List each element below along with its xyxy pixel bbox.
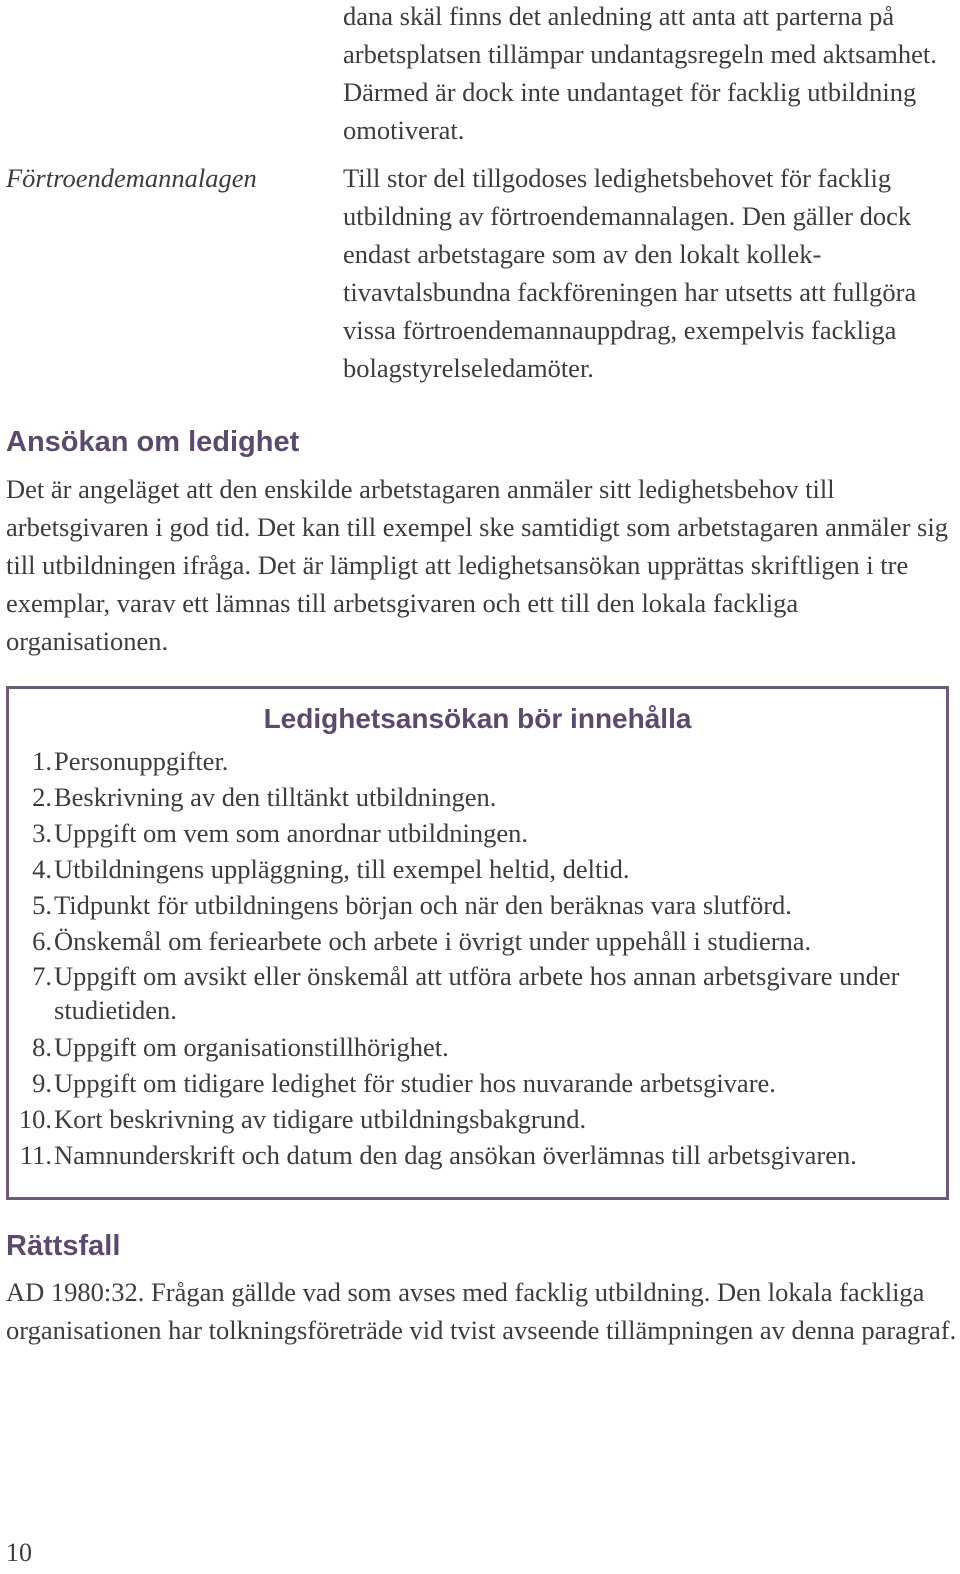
requirements-box-title: Ledighetsansökan bör innehålla	[263, 703, 692, 734]
list-item	[13, 887, 943, 923]
list-item-text: Beskrivning av den tilltänkt utbildningen.	[54, 782, 497, 812]
list-item-number: 10.	[18, 1104, 52, 1134]
section-heading-rattsfall: Rättsfall	[6, 1230, 121, 1262]
list-item-text: Uppgift om tidigare ledighet för studier hos nuvarande arbetsgivare.	[54, 1068, 776, 1098]
list-item	[13, 959, 943, 1029]
list-item	[13, 851, 943, 887]
list-item	[13, 743, 943, 779]
page-number: 10	[6, 1538, 32, 1567]
requirements-box	[6, 686, 949, 1200]
list-item-number: 8.	[32, 1032, 52, 1062]
list-item-text: Önskemål om feriearbete och arbete i övrigt under uppehåll i studierna.	[54, 926, 812, 956]
list-item	[13, 1029, 943, 1065]
list-item-number: 11.	[19, 1140, 52, 1170]
section-heading-ansokan: Ansökan om ledighet	[6, 426, 300, 458]
margin-label-fortroendemannalagen: Förtroendemannalagen	[6, 163, 257, 193]
list-item-text: Uppgift om avsikt eller önskemål att utföra arbete hos annan arbetsgivare under studietiden.	[54, 961, 900, 1025]
list-item-text: Utbildningens uppläggning, till exempel heltid, deltid.	[54, 854, 630, 884]
list-item-number: 7.	[32, 961, 52, 991]
list-item-text: Namnunderskrift och datum den dag ansökan överlämnas till arbetsgivaren.	[54, 1140, 857, 1170]
list-item-text: Uppgift om organisationstillhörighet.	[54, 1032, 449, 1062]
continued-paragraph: dana skäl finns det anledning att anta att parterna på arbetsplatsen tillämpar undantagsregeln med aktsamhet. Därmed är dock inte undantaget för facklig utbildning omotiverat.	[343, 1, 937, 145]
list-item-text: Personuppgifter.	[54, 746, 229, 776]
list-item-number: 5.	[32, 890, 52, 920]
list-item	[13, 1065, 943, 1101]
list-item-number: 2.	[32, 782, 52, 812]
ansokan-paragraph: Det är angeläget att den enskilde arbetstagaren anmäler sitt ledighetsbehov till arbetsgivaren i god tid. Det kan till exempel ske samtidigt som arbetstagaren anmäler sig till utbildningen ifråga. Det är lämpligt att ledighetsansökan upprättas skriftligen i tre exemplar, varav ett lämnas till arbetsgivaren och ett till den lokala fackliga organisationen.	[6, 474, 948, 656]
list-item	[13, 1101, 943, 1137]
list-item	[13, 1137, 943, 1173]
list-item	[13, 815, 943, 851]
list-item-number: 6.	[32, 926, 52, 956]
fortroendemannalagen-paragraph: Till stor del tillgodoses ledighetsbehovet för facklig utbildning av förtroendemannalagen. Den gäller dock endast arbetstagare som av den lokalt kollektivavtalsbundna fackföreningen har utsetts att fullgöra vissa förtroendemannauppdrag, exempelvis fackliga bolagstyrelseledamöter.	[343, 163, 917, 383]
list-item	[13, 923, 943, 959]
list-item-number: 3.	[32, 818, 52, 848]
requirements-list	[13, 743, 943, 1173]
list-item-number: 9.	[32, 1068, 52, 1098]
list-item-number: 4.	[32, 854, 52, 884]
list-item-number: 1.	[32, 746, 52, 776]
list-item-text: Uppgift om vem som anordnar utbildningen.	[54, 818, 528, 848]
list-item	[13, 779, 943, 815]
rattsfall-paragraph: AD 1980:32. Frågan gällde vad som avses med facklig utbildning. Den lokala fackliga organisationen har tolkningsföreträde vid tvist avseende tillämpningen av denna paragraf.	[6, 1277, 957, 1345]
list-item-text: Tidpunkt för utbildningens början och när den beräknas vara slutförd.	[54, 890, 792, 920]
list-item-text: Kort beskrivning av tidigare utbildningsbakgrund.	[54, 1104, 587, 1134]
